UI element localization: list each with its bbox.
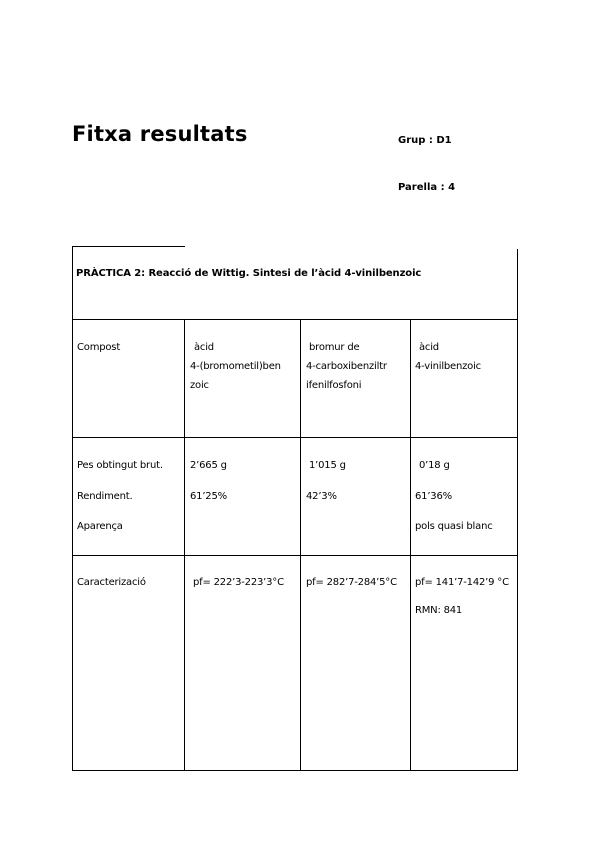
col3-pes-value: 0’18 g: [419, 460, 450, 471]
row-divider-1: [72, 319, 518, 320]
col-divider-1: [184, 319, 185, 771]
col2-pf-value: pf= 282’7-284’5°C: [306, 577, 397, 588]
col2-pes-value: 1’015 g: [309, 460, 346, 471]
col3-aparenca-value: pols quasi blanc: [415, 521, 493, 532]
compost-col3-line2: 4-vinilbenzoic: [415, 361, 481, 372]
col3-pf-value: pf= 141’7-142’9 °C: [415, 577, 509, 588]
row-divider-2: [72, 437, 518, 438]
col1-pf-value: pf= 222’3-223’3°C: [193, 577, 284, 588]
col-divider-2: [300, 319, 301, 771]
col2-rendiment-value: 42’3%: [306, 491, 337, 502]
col3-rmn-value: RMN: 841: [415, 605, 463, 616]
compost-col3-line1: àcid: [419, 342, 439, 353]
compost-col2-line1: bromur de: [309, 342, 360, 353]
col-divider-3: [410, 319, 411, 771]
table-right-border: [517, 249, 518, 771]
row-divider-3: [72, 555, 518, 556]
compost-col2-line3: ifenilfosfoni: [306, 380, 362, 391]
caracteritzacio-label: Caracterizació: [77, 577, 146, 588]
page-title: Fitxa resultats: [72, 122, 248, 146]
compost-col2-line2: 4-carboxibenziltr: [306, 361, 387, 372]
compost-col1-line1: àcid: [194, 342, 214, 353]
table-left-border: [72, 246, 73, 771]
rendiment-label: Rendiment.: [77, 491, 133, 502]
pes-label: Pes obtingut brut.: [77, 460, 163, 471]
table-top-border: [72, 246, 185, 247]
table-bottom-border: [72, 770, 518, 771]
compost-col1-line2: 4-(bromometil)ben: [190, 361, 281, 372]
aparenca-label: Aparença: [77, 521, 123, 532]
compost-col1-line3: zoic: [190, 380, 209, 391]
compost-label: Compost: [77, 342, 121, 353]
col3-rendiment-value: 61’36%: [415, 491, 452, 502]
col1-pes-value: 2’665 g: [190, 460, 227, 471]
parella-label: Parella : 4: [398, 182, 456, 193]
grup-label: Grup : D1: [398, 135, 452, 146]
practice-title: PRÀCTICA 2: Reacció de Wittig. Sintesi de l’àcid 4-vinilbenzoic: [76, 268, 422, 279]
col1-rendiment-value: 61’25%: [190, 491, 227, 502]
